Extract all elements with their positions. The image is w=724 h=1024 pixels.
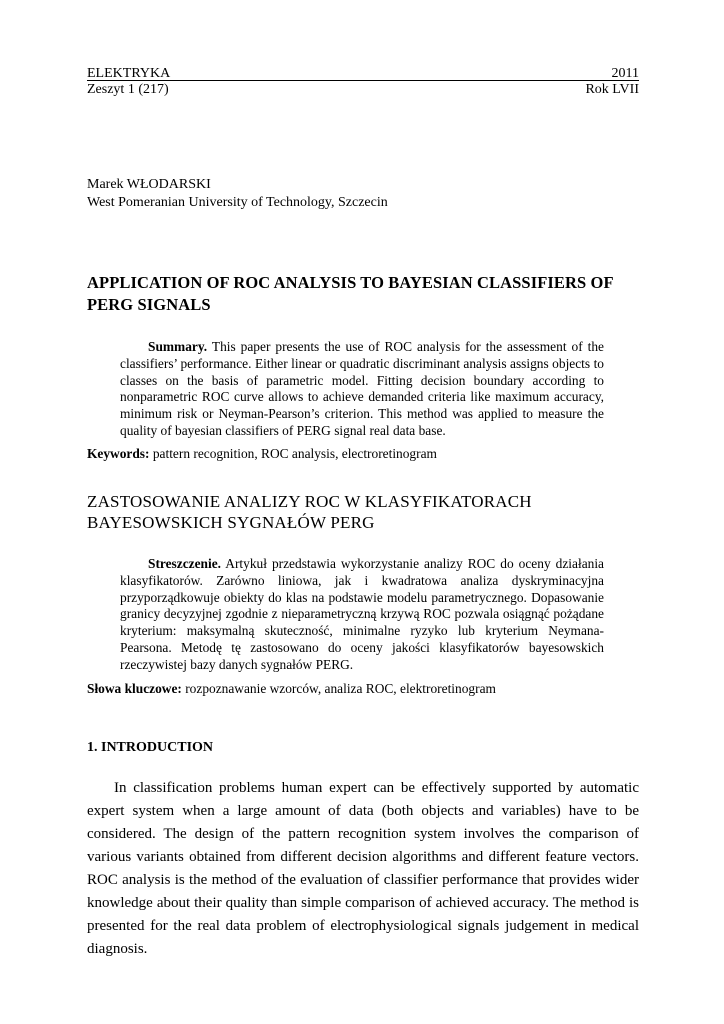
keywords-text: pattern recognition, ROC analysis, electroretinogram [152,446,437,461]
journal-volume: Rok LVII [585,82,639,97]
introduction-paragraph: In classification problems human expert can be effectively supported by automatic expert system when a large amount of data (both objects and variables) have to be considered. The design of the pattern recognition system involves the comparison of various variants obtained from different decision algorithms and different feature vectors. ROC analysis is the method of the evaluation of classifier performance that provides wider knowledge about their quality than simple comparison of achieved accuracy. The method is presented for the real data problem of electrophysiological signals judgement in medical diagnosis. [87,780,639,957]
author-block [87,176,388,212]
summary-block [120,339,604,440]
slowa-kluczowe-line [87,681,496,697]
journal-year: 2011 [611,66,639,81]
streszczenie-text: Artykuł przedstawia wykorzystanie analizy ROC do oceny działania klasyfikatorów. Zarówno liniowa, jak i kwadratowa analiza dyskryminacyjna przyporządkowuje obiekty do klas na podstawie modelu parametrycznego. Dopasowanie granicy decyzyjnej zgodnie z nieparametryczną krzywą ROC pozwala osiągnąć pożądane kryterium: maksymalną skuteczność, minimalne ryzyko lub kryterium Neymana-Pearsona. Metodę tę zastosowano do oceny jakości klasyfikatorów bayesowskich rzeczywistej bazy danych sygnałów PERG. [120,556,604,672]
keywords-line [87,446,437,462]
author-name: Marek WŁODARSKI [87,177,211,192]
section-heading: 1. INTRODUCTION [87,740,214,755]
paper-title-pl: ZASTOSOWANIE ANALIZY ROC W KLASYFIKATORACH BAYESOWSKICH SYGNAŁÓW PERG [87,492,532,532]
summary-text: This paper presents the use of ROC analysis for the assessment of the classifiers’ performance. Either linear or quadratic discriminant analysis assigns objects to classes on the basis of parametric model. Fitting decision boundary according to nonparametric ROC curve allows to achieve demanded criteria like maximum accuracy, minimum risk or Neyman-Pearson’s criterion. This method was applied to measure the quality of bayesian classifiers of PERG signal real data base. [120,339,604,438]
keywords-label: Keywords: [87,446,150,461]
slowa-kluczowe-text: rozpoznawanie wzorców, analiza ROC, elektroretinogram [185,681,496,696]
journal-name: ELEKTRYKA [87,66,171,81]
introduction-body [87,777,639,961]
running-header-sub [87,82,639,98]
journal-issue: Zeszyt 1 (217) [87,82,169,97]
streszczenie-block [120,556,604,674]
summary-label: Summary. [148,339,208,354]
paper-title-en: APPLICATION OF ROC ANALYSIS TO BAYESIAN CLASSIFIERS OF PERG SIGNALS [87,273,614,314]
author-affiliation: West Pomeranian University of Technology, Szczecin [87,195,388,210]
slowa-kluczowe-label: Słowa kluczowe: [87,681,182,696]
streszczenie-label: Streszczenie. [148,556,221,571]
header-rule [87,80,639,81]
